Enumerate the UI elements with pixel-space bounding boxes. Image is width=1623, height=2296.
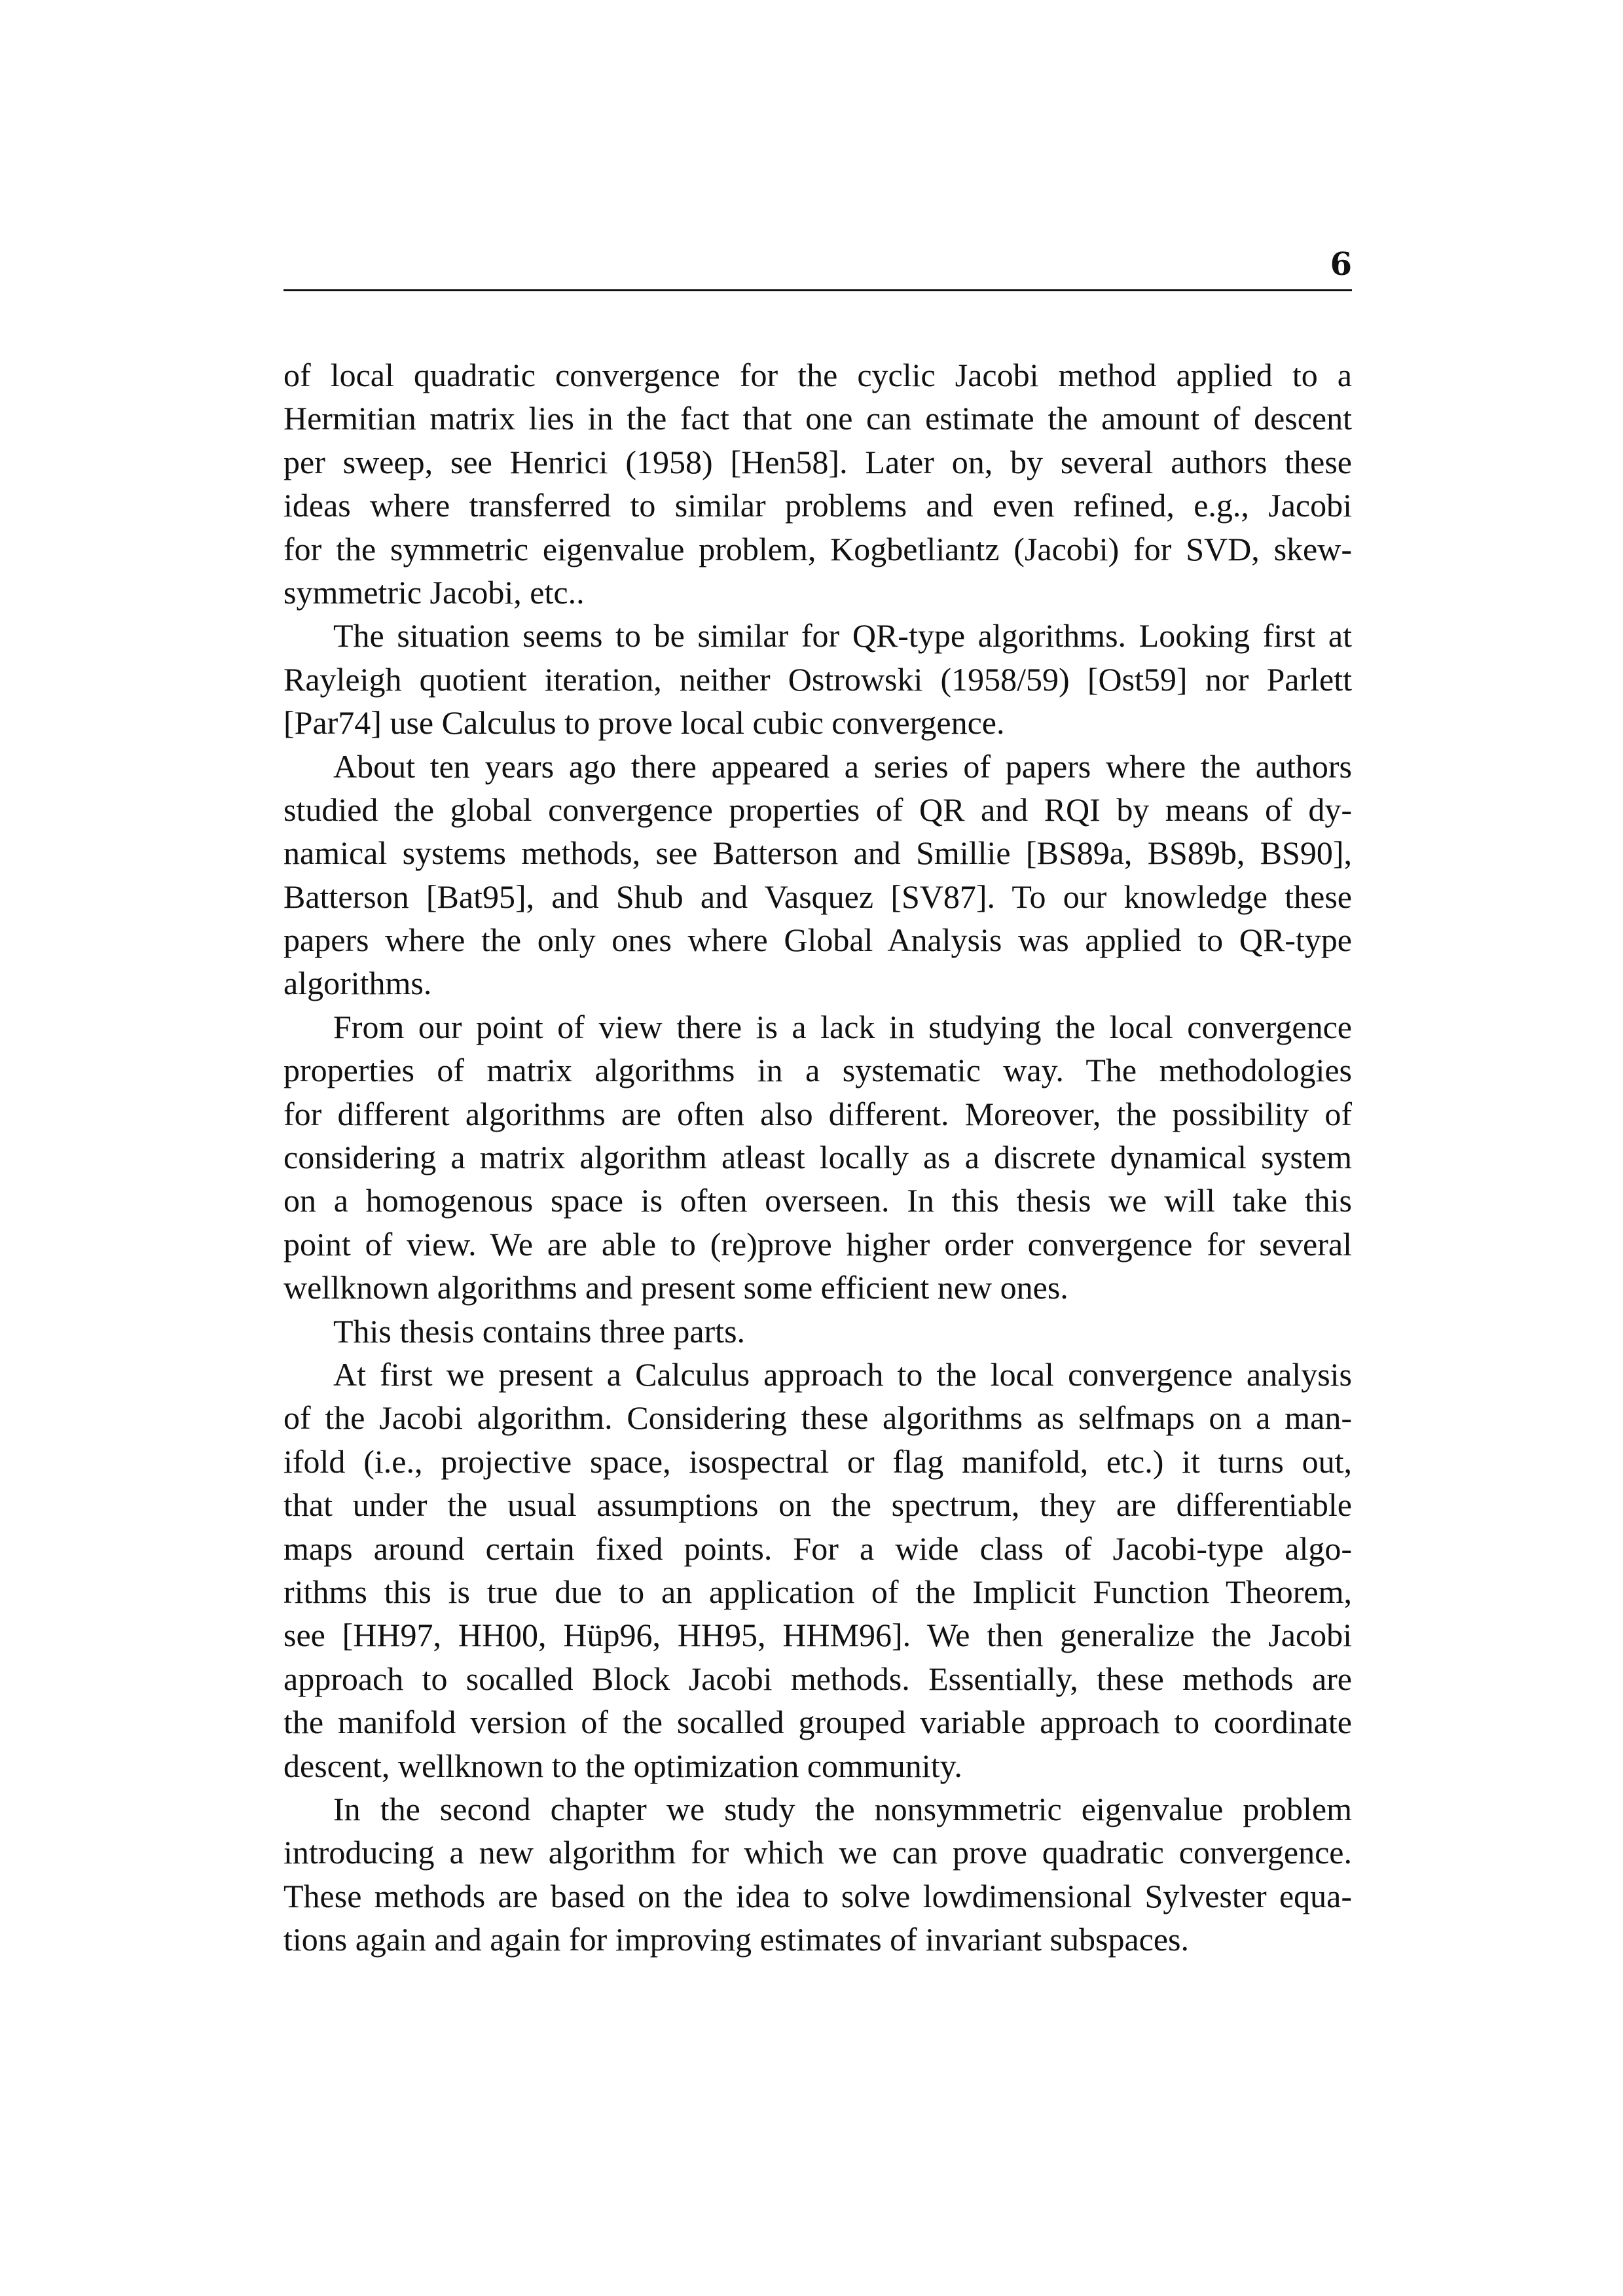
text-line: [Par74] use Calculus to prove local cubic convergence. <box>283 704 1005 742</box>
text-line: approach to socalled Block Jacobi methods. Essentially, these methods are <box>283 1660 1352 1697</box>
text-line: the manifold version of the socalled grouped variable approach to coordinate <box>283 1704 1352 1741</box>
body-text <box>283 353 1352 1961</box>
text-line: rithms this is true due to an application of the Implicit Function Theorem, <box>283 1573 1352 1610</box>
text-line: that under the usual assumptions on the spectrum, they are differentiable <box>283 1486 1352 1524</box>
text-line: papers where the only ones where Global Analysis was applied to QR-type <box>283 922 1352 959</box>
text-line: algorithms. <box>283 965 432 1002</box>
paragraph <box>283 353 1352 614</box>
text-line: This thesis contains three parts. <box>333 1312 746 1350</box>
text-line: studied the global convergence properties of QR and RQI by means of dy- <box>283 791 1352 828</box>
text-line: symmetric Jacobi, etc.. <box>283 573 585 611</box>
text-line: properties of matrix algorithms in a systematic way. The methodologies <box>283 1052 1352 1089</box>
text-line: tions again and again for improving estimates of invariant subspaces. <box>283 1921 1189 1958</box>
paragraph <box>283 745 1352 1005</box>
paragraph <box>283 1310 1352 1353</box>
text-line: for the symmetric eigenvalue problem, Kogbetliantz (Jacobi) for SVD, skew- <box>283 530 1352 567</box>
paragraph <box>283 1353 1352 1787</box>
paragraph <box>283 1005 1352 1310</box>
paragraph <box>283 614 1352 744</box>
text-line: wellknown algorithms and present some efficient new ones. <box>283 1269 1068 1306</box>
text-line: At first we present a Calculus approach to the local convergence analysis <box>333 1355 1352 1393</box>
text-line: In the second chapter we study the nonsymmetric eigenvalue problem <box>333 1790 1352 1827</box>
text-line: see [HH97, HH00, Hüp96, HH95, HHM96]. We then generalize the Jacobi <box>283 1617 1352 1654</box>
text-line: namical systems methods, see Batterson and Smillie [BS89a, BS89b, BS90], <box>283 834 1352 872</box>
text-line: on a homogenous space is often overseen. In this thesis we will take this <box>283 1182 1352 1219</box>
text-line: ifold (i.e., projective space, isospectral or flag manifold, etc.) it turns out, <box>283 1443 1352 1480</box>
text-line: From our point of view there is a lack in studying the local convergence <box>333 1008 1352 1045</box>
text-line: ideas where transferred to similar problems and even refined, e.g., Jacobi <box>283 487 1352 524</box>
text-line: Hermitian matrix lies in the fact that one can estimate the amount of descent <box>283 400 1352 437</box>
text-line: The situation seems to be similar for QR-type algorithms. Looking first at <box>333 617 1352 655</box>
paragraph <box>283 1787 1352 1962</box>
text-line: descent, wellknown to the optimization community. <box>283 1747 962 1784</box>
text-line: These methods are based on the idea to solve lowdimensional Sylvester equa- <box>283 1877 1352 1914</box>
text-line: About ten years ago there appeared a series of papers where the authors <box>333 747 1352 785</box>
text-line: maps around certain fixed points. For a wide class of Jacobi-type algo- <box>283 1530 1352 1567</box>
text-line: of the Jacobi algorithm. Considering these algorithms as selfmaps on a man- <box>283 1399 1352 1437</box>
page-number: 6 <box>1330 246 1352 283</box>
text-line: for different algorithms are often also different. Moreover, the possibility of <box>283 1095 1352 1132</box>
header-rule <box>283 289 1352 291</box>
text-line: of local quadratic convergence for the cyclic Jacobi method applied to a <box>283 357 1352 393</box>
text-line: introducing a new algorithm for which we can prove quadratic convergence. <box>283 1834 1352 1871</box>
text-line: Batterson [Bat95], and Shub and Vasquez [SV87]. To our knowledge these <box>283 878 1352 915</box>
text-line: per sweep, see Henrici (1958) [Hen58]. Later on, by several authors these <box>283 443 1352 480</box>
text-line: point of view. We are able to (re)prove higher order convergence for several <box>283 1225 1352 1263</box>
text-line: considering a matrix algorithm atleast locally as a discrete dynamical system <box>283 1139 1352 1176</box>
text-line: Rayleigh quotient iteration, neither Ostrowski (1958/59) [Ost59] nor Parlett <box>283 660 1352 698</box>
